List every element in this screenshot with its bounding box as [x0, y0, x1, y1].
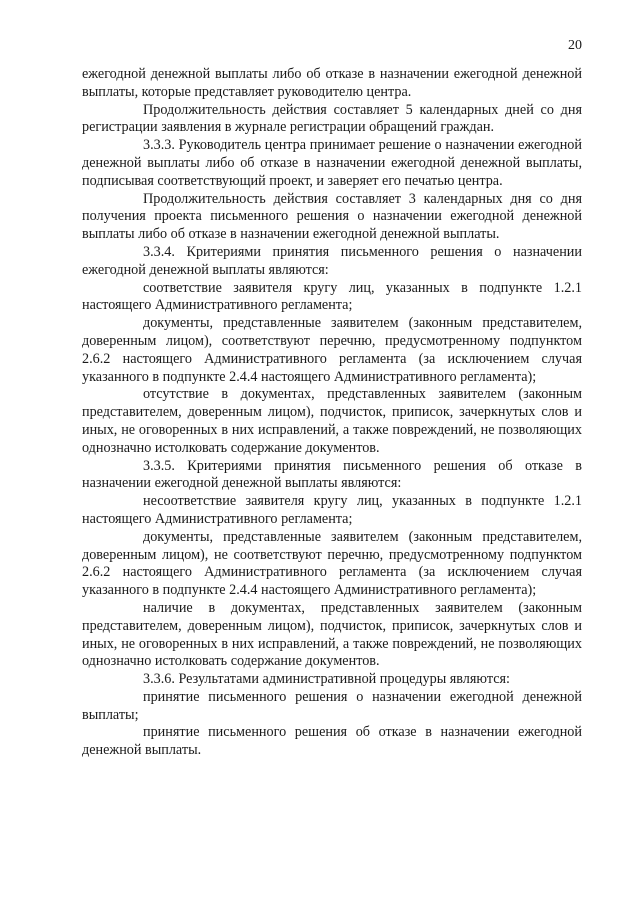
paragraph-duration-3-days: Продолжительность действия составляет 3 календарных дня со дня получения проекта письменного решения о назначении ежегодной денежной выплаты либо об отказе в назначении ежегодной денежной выплаты.: [82, 190, 582, 243]
result-item: принятие письменного решения о назначении ежегодной денежной выплаты;: [82, 688, 582, 723]
paragraph-duration-5-days: Продолжительность действия составляет 5 календарных дней со дня регистрации заявления в журнале регистрации обращений граждан.: [82, 101, 582, 136]
result-item: принятие письменного решения об отказе в назначении ежегодной денежной выплаты.: [82, 724, 582, 759]
page-number: 20: [568, 38, 582, 53]
criterion-item: отсутствие в документах, представленных заявителем (законным представителем, доверенным лицом), подчисток, приписок, зачеркнутых слов и иных, не оговоренных в них исправлений, а также повреждений, не позволяющих однозначно истолковать содержание документов.: [82, 386, 582, 456]
criterion-item: наличие в документах, представленных заявителем (законным представителем, доверенным лицом), подчисток, приписок, зачеркнутых слов и иных, не оговоренных в них исправлений, а также повреждений, не позволяющих однозначно истолковать содержание документов.: [82, 599, 582, 670]
criterion-item: несоответствие заявителя кругу лиц, указанных в подпункте 1.2.1 настоящего Административного регламента;: [82, 493, 582, 527]
paragraph-3-3-4: 3.3.4. Критериями принятия письменного решения о назначении ежегодной денежной выплаты являются:: [82, 243, 582, 278]
paragraph-continuation: ежегодной денежной выплаты либо об отказе в назначении ежегодной денежной выплаты, которые представляет руководителю центра.: [82, 66, 582, 100]
paragraph-3-3-5: 3.3.5. Критериями принятия письменного решения об отказе в назначении ежегодной денежной выплаты являются:: [82, 457, 582, 492]
criterion-item: соответствие заявителя кругу лиц, указанных в подпункте 1.2.1 настоящего Административного регламента;: [82, 279, 582, 314]
document-body: [82, 66, 582, 760]
criterion-item: документы, представленные заявителем (законным представителем, доверенным лицом), соответствуют перечню, предусмотренному подпунктом 2.6.2 настоящего Административного регламента (за исключением случая указанного в подпункте 2.4.4 настоящего Административного регламента);: [82, 315, 582, 385]
criterion-item: документы, представленные заявителем (законным представителем, доверенным лицом), не соответствуют перечню, предусмотренному подпунктом 2.6.2 настоящего Административного регламента (за исключением случая указанного в подпункте 2.4.4 настоящего Административного регламента);: [82, 528, 582, 599]
paragraph-3-3-3: 3.3.3. Руководитель центра принимает решение о назначении ежегодной денежной выплаты либо об отказе в назначении ежегодной денежной выплаты, подписывая соответствующий проект, и заверяет его печатью центра.: [82, 137, 582, 189]
paragraph-3-3-6: 3.3.6. Результатами административной процедуры являются:: [143, 671, 510, 688]
